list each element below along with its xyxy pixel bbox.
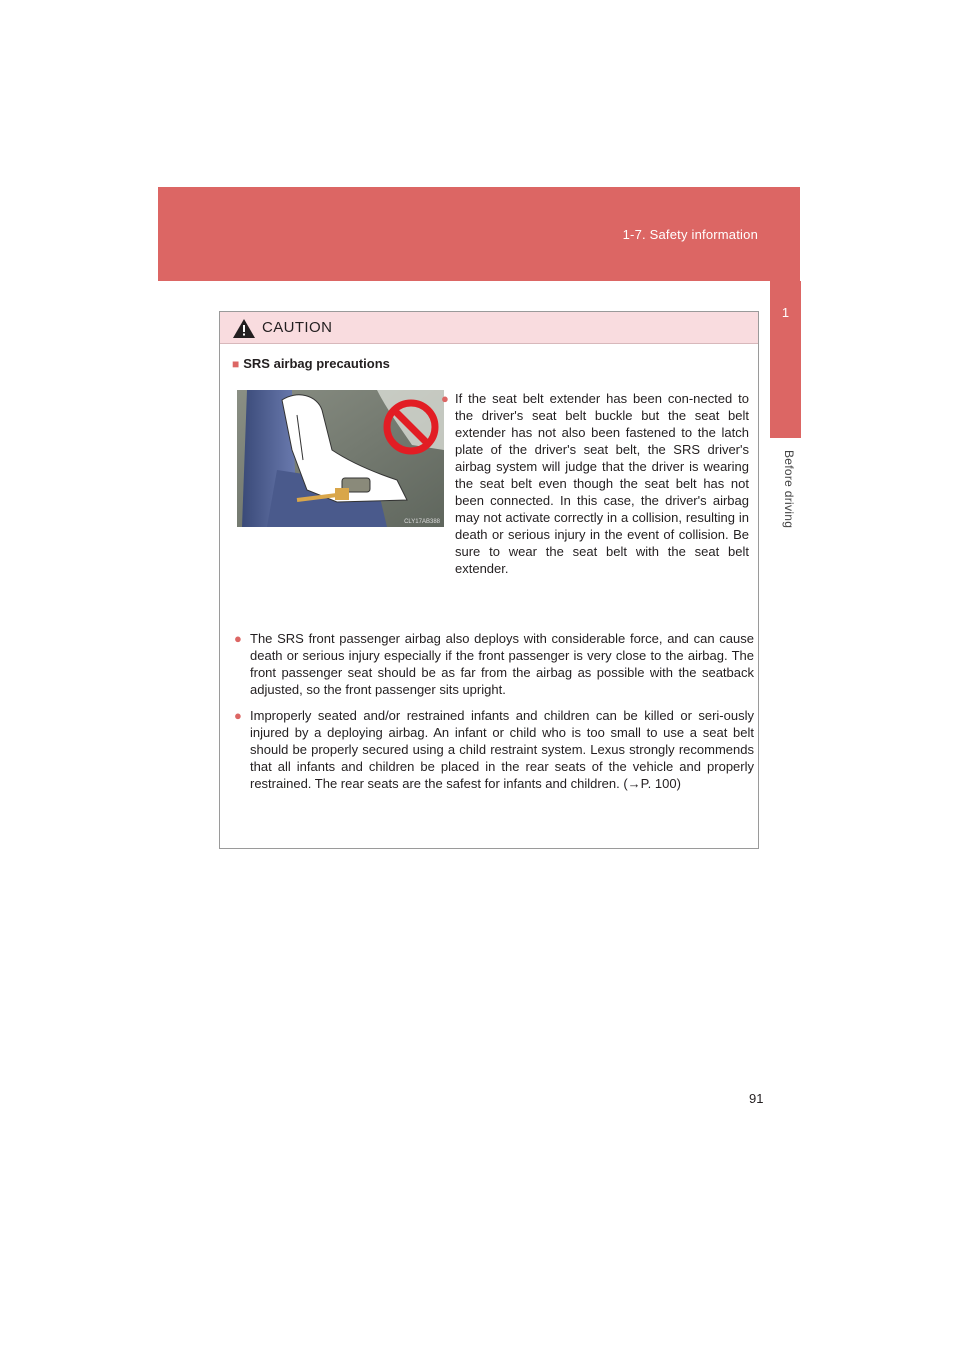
caution-box xyxy=(219,311,759,849)
warning-triangle-icon xyxy=(232,318,256,339)
bullet-text: If the seat belt extender has been con-nected to the driver's seat belt buckle but the seat belt extender has not also been fastened to the latch plate of the driver's seat belt, the SRS driver's airbag system will judge that the driver is wearing the seat belt even though the seat belt has not been connected. In this case, the driver's airbag may not activate correctly in a collision, resulting in death or serious injury in the event of collision. Be sure to wear the seat belt with the seat belt extender. xyxy=(455,391,749,576)
header-band xyxy=(158,187,800,281)
chapter-number: 1 xyxy=(781,305,790,320)
bullet-text: Improperly seated and/or restrained infants and children can be killed or seri-ously injured by a deploying airbag. An infant or child who is too small to use a seat belt should be properly secured using a child restraint system. Lexus strongly recommends that all infants and children be placed in the rear seats of the vehicle and properly restrained. The rear seats are the safest for infants and children. (→P. 100) xyxy=(250,708,754,791)
square-bullet-icon: ■ xyxy=(232,357,240,371)
seatbelt-illustration xyxy=(237,390,444,527)
caution-title: CAUTION xyxy=(262,319,333,336)
image-code: CLY17AB388 xyxy=(404,519,440,525)
bullet-dot-icon: ● xyxy=(234,631,242,646)
bullet-text: The SRS front passenger airbag also deploys with considerable force, and can cause death or serious injury especially if the front passenger is very close to the airbag. The front passenger seat should be as far from the airbag as possible with the seatback adjusted, so the front passenger sits upright. xyxy=(250,631,754,697)
subheading xyxy=(232,356,390,371)
subheading-text: SRS airbag precautions xyxy=(243,356,390,371)
prohibition-icon xyxy=(383,399,439,455)
page-number: 91 xyxy=(749,1091,764,1106)
bullet-list xyxy=(234,630,754,801)
bullet-item xyxy=(441,390,749,577)
bullet-item xyxy=(234,630,754,698)
bullet-item xyxy=(234,707,754,792)
chapter-tab xyxy=(770,281,801,438)
chapter-label: Before driving xyxy=(782,450,796,529)
section-title: 1-7. Safety information xyxy=(622,227,758,242)
caution-header xyxy=(220,312,758,344)
bullet-dot-icon: ● xyxy=(234,708,242,723)
bullet-dot-icon: ● xyxy=(441,391,449,406)
